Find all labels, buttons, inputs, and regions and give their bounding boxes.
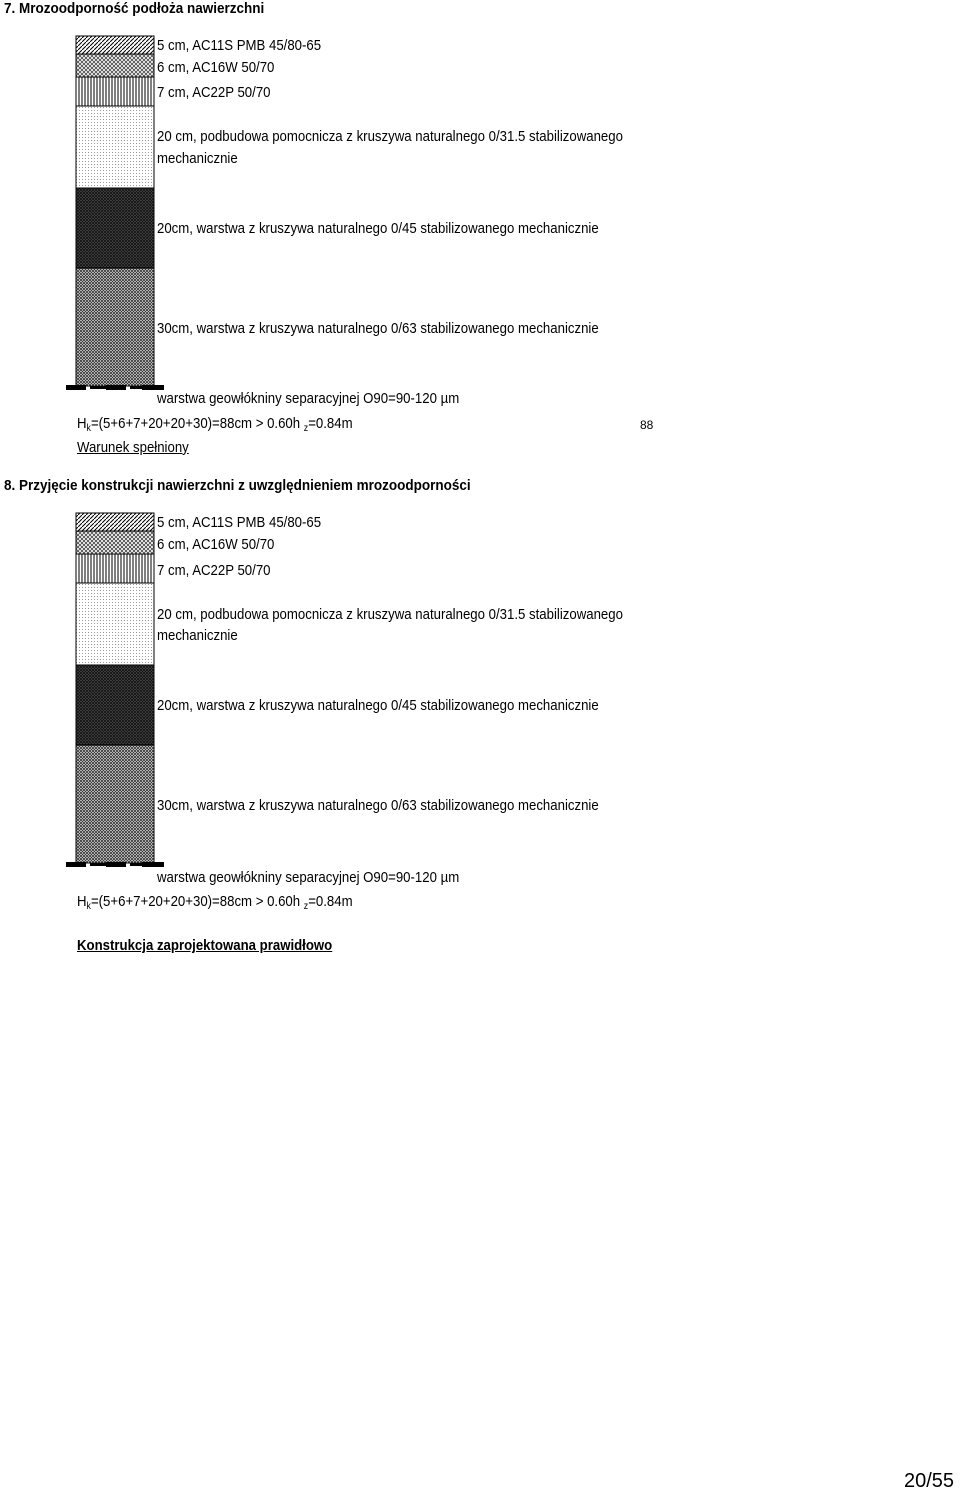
layer-label: 6 cm, AC16W 50/70 (157, 536, 275, 553)
layer-label: mechanicznie (157, 150, 238, 167)
frost-formula: $H_k=(5+6+7+20+20+30)=88cm > 0.60h$ $_z$=0.84m (77, 415, 353, 434)
layer-label: 6 cm, AC16W 50/70 (157, 59, 275, 76)
section7-layer-column (66, 34, 166, 392)
layer-label: 20cm, warstwa z kruszywa naturalnego 0/45 stabilizowanego mechanicznie (157, 697, 599, 714)
layer-label: warstwa geowłókniny separacyjnej O90=90-120 µm (157, 869, 460, 886)
layer-ac11s (76, 36, 154, 54)
layer-ac22p (76, 77, 154, 106)
layer-label: 30cm, warstwa z kruszywa naturalnego 0/63 stabilizowanego mechanicznie (157, 320, 599, 337)
section7-heading: 7. Mrozoodporność podłoża nawierzchni (4, 0, 265, 17)
value-right: 88 (640, 418, 654, 432)
layer-045 (76, 188, 154, 268)
page-number: 20/55 (904, 1470, 955, 1492)
layer-label: 5 cm, AC11S PMB 45/80-65 (157, 514, 322, 531)
geotextile-line (66, 862, 164, 867)
layer-subbase-031 (76, 583, 154, 665)
layer-label: warstwa geowłókniny separacyjnej O90=90-120 µm (157, 390, 460, 407)
layer-label: 20cm, warstwa z kruszywa naturalnego 0/45 stabilizowanego mechanicznie (157, 220, 599, 237)
layer-label: mechanicznie (157, 627, 238, 644)
layer-label: 7 cm, AC22P 50/70 (157, 84, 271, 101)
layer-label: 20 cm, podbudowa pomocnicza z kruszywa naturalnego 0/31.5 stabilizowanego (157, 128, 623, 145)
layer-ac11s (76, 513, 154, 531)
section8-layer-column (66, 511, 166, 869)
layer-label: 20 cm, podbudowa pomocnicza z kruszywa naturalnego 0/31.5 stabilizowanego (157, 606, 623, 623)
layer-063 (76, 268, 154, 386)
section8-heading: 8. Przyjęcie konstrukcji nawierzchni z uwzględnieniem mrozoodporności (4, 477, 471, 494)
geotextile-line (66, 385, 164, 390)
layer-063 (76, 745, 154, 863)
layer-label: 30cm, warstwa z kruszywa naturalnego 0/63 stabilizowanego mechanicznie (157, 797, 599, 814)
layer-ac16w (76, 54, 154, 77)
frost-formula: $H_k=(5+6+7+20+20+30)=88cm > 0.60h$ $_z$=0.84m (77, 893, 353, 912)
layer-label: 7 cm, AC22P 50/70 (157, 562, 271, 579)
layer-ac22p (76, 554, 154, 583)
conclusion-text: Konstrukcja zaprojektowana prawidłowo (77, 937, 333, 954)
layer-ac16w (76, 531, 154, 554)
layer-045 (76, 665, 154, 745)
layer-subbase-031 (76, 106, 154, 188)
condition-text: Warunek spełniony (77, 439, 189, 456)
layer-label: 5 cm, AC11S PMB 45/80-65 (157, 37, 322, 54)
